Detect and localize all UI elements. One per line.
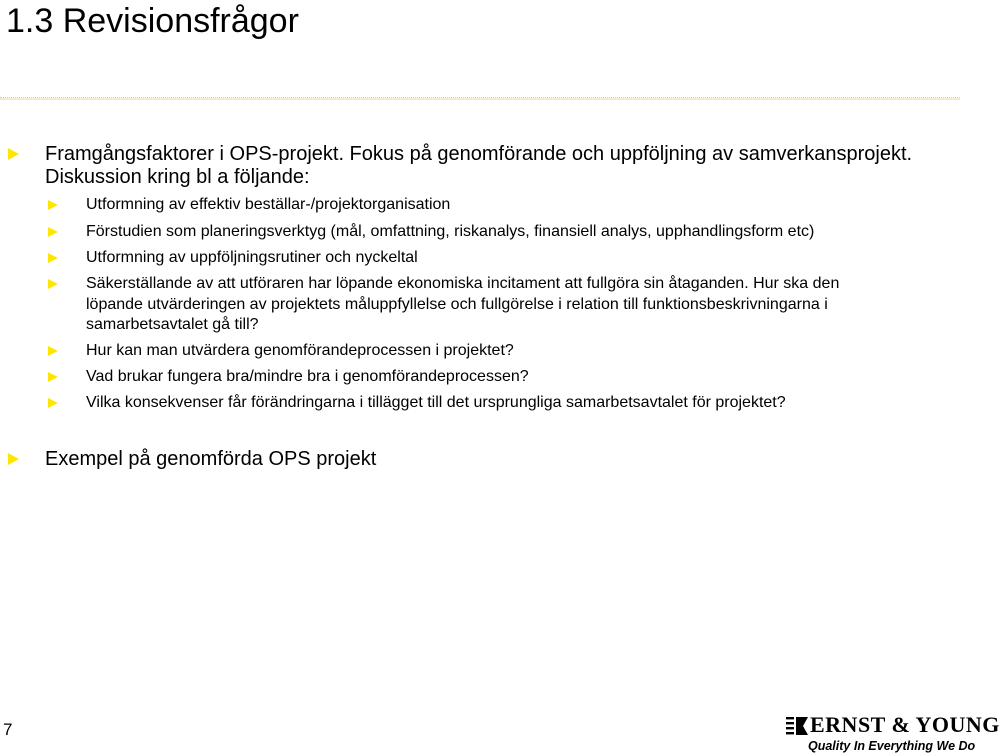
sub-bullet-arrow-icon <box>48 279 58 289</box>
sub-item: Säkerställande av att utföraren har löpande ekonomiska incitament att fullgöra sin åtaganden. Hur ska den <box>86 275 840 292</box>
sub-bullet-arrow-icon <box>48 227 58 237</box>
sub-bullet-arrow-icon <box>48 200 58 210</box>
page-number: 7 <box>3 720 13 739</box>
sub-item-continuation: samarbetsavtalet gå till? <box>86 316 259 333</box>
sub-item: Vad brukar fungera bra/mindre bra i genomförandeprocessen? <box>86 368 529 385</box>
sub-item: Utformning av effektiv beställar-/projektorganisation <box>86 196 451 213</box>
sub-item: Förstudien som planeringsverktyg (mål, omfattning, riskanalys, finansiell analys, upphandlingsform etc) <box>86 223 815 240</box>
sub-bullet-arrow-icon <box>48 398 58 408</box>
logo-name: ERNST & YOUNG <box>810 712 1000 737</box>
title-divider-band <box>0 98 960 100</box>
bullet-arrow-icon <box>8 453 19 465</box>
sub-item: Utformning av uppföljningsrutiner och nyckeltal <box>86 249 418 266</box>
sub-item: Vilka konsekvenser får förändringarna i tillägget till det ursprungliga samarbetsavtalet för projektet? <box>86 394 786 411</box>
bullet-arrow-icon <box>8 148 19 160</box>
ernst-young-logo <box>784 710 1000 756</box>
sub-bullet-arrow-icon <box>48 372 58 382</box>
sub-bullet-arrow-icon <box>48 253 58 263</box>
logo-tagline: Quality In Everything We Do <box>808 739 976 753</box>
bullet-main-line-1: Framgångsfaktorer i OPS-projekt. Fokus på genomförande och uppföljning av samverkansprojekt. <box>45 143 913 165</box>
sub-item-continuation: löpande utvärderingen av projektets måluppfyllelse och fullgörelse i relation till funktionsbeskrivningarna i <box>86 296 828 313</box>
bullet-main-line-2: Diskussion kring bl a följande: <box>45 166 310 188</box>
sub-item: Hur kan man utvärdera genomförandeprocessen i projektet? <box>86 342 514 359</box>
bullet-main-examples: Exempel på genomförda OPS projekt <box>45 448 377 470</box>
ernst-young-logo-mark-icon <box>786 716 808 736</box>
sub-bullet-arrow-icon <box>48 346 58 356</box>
slide-title: 1.3 Revisionsfrågor <box>6 2 299 40</box>
